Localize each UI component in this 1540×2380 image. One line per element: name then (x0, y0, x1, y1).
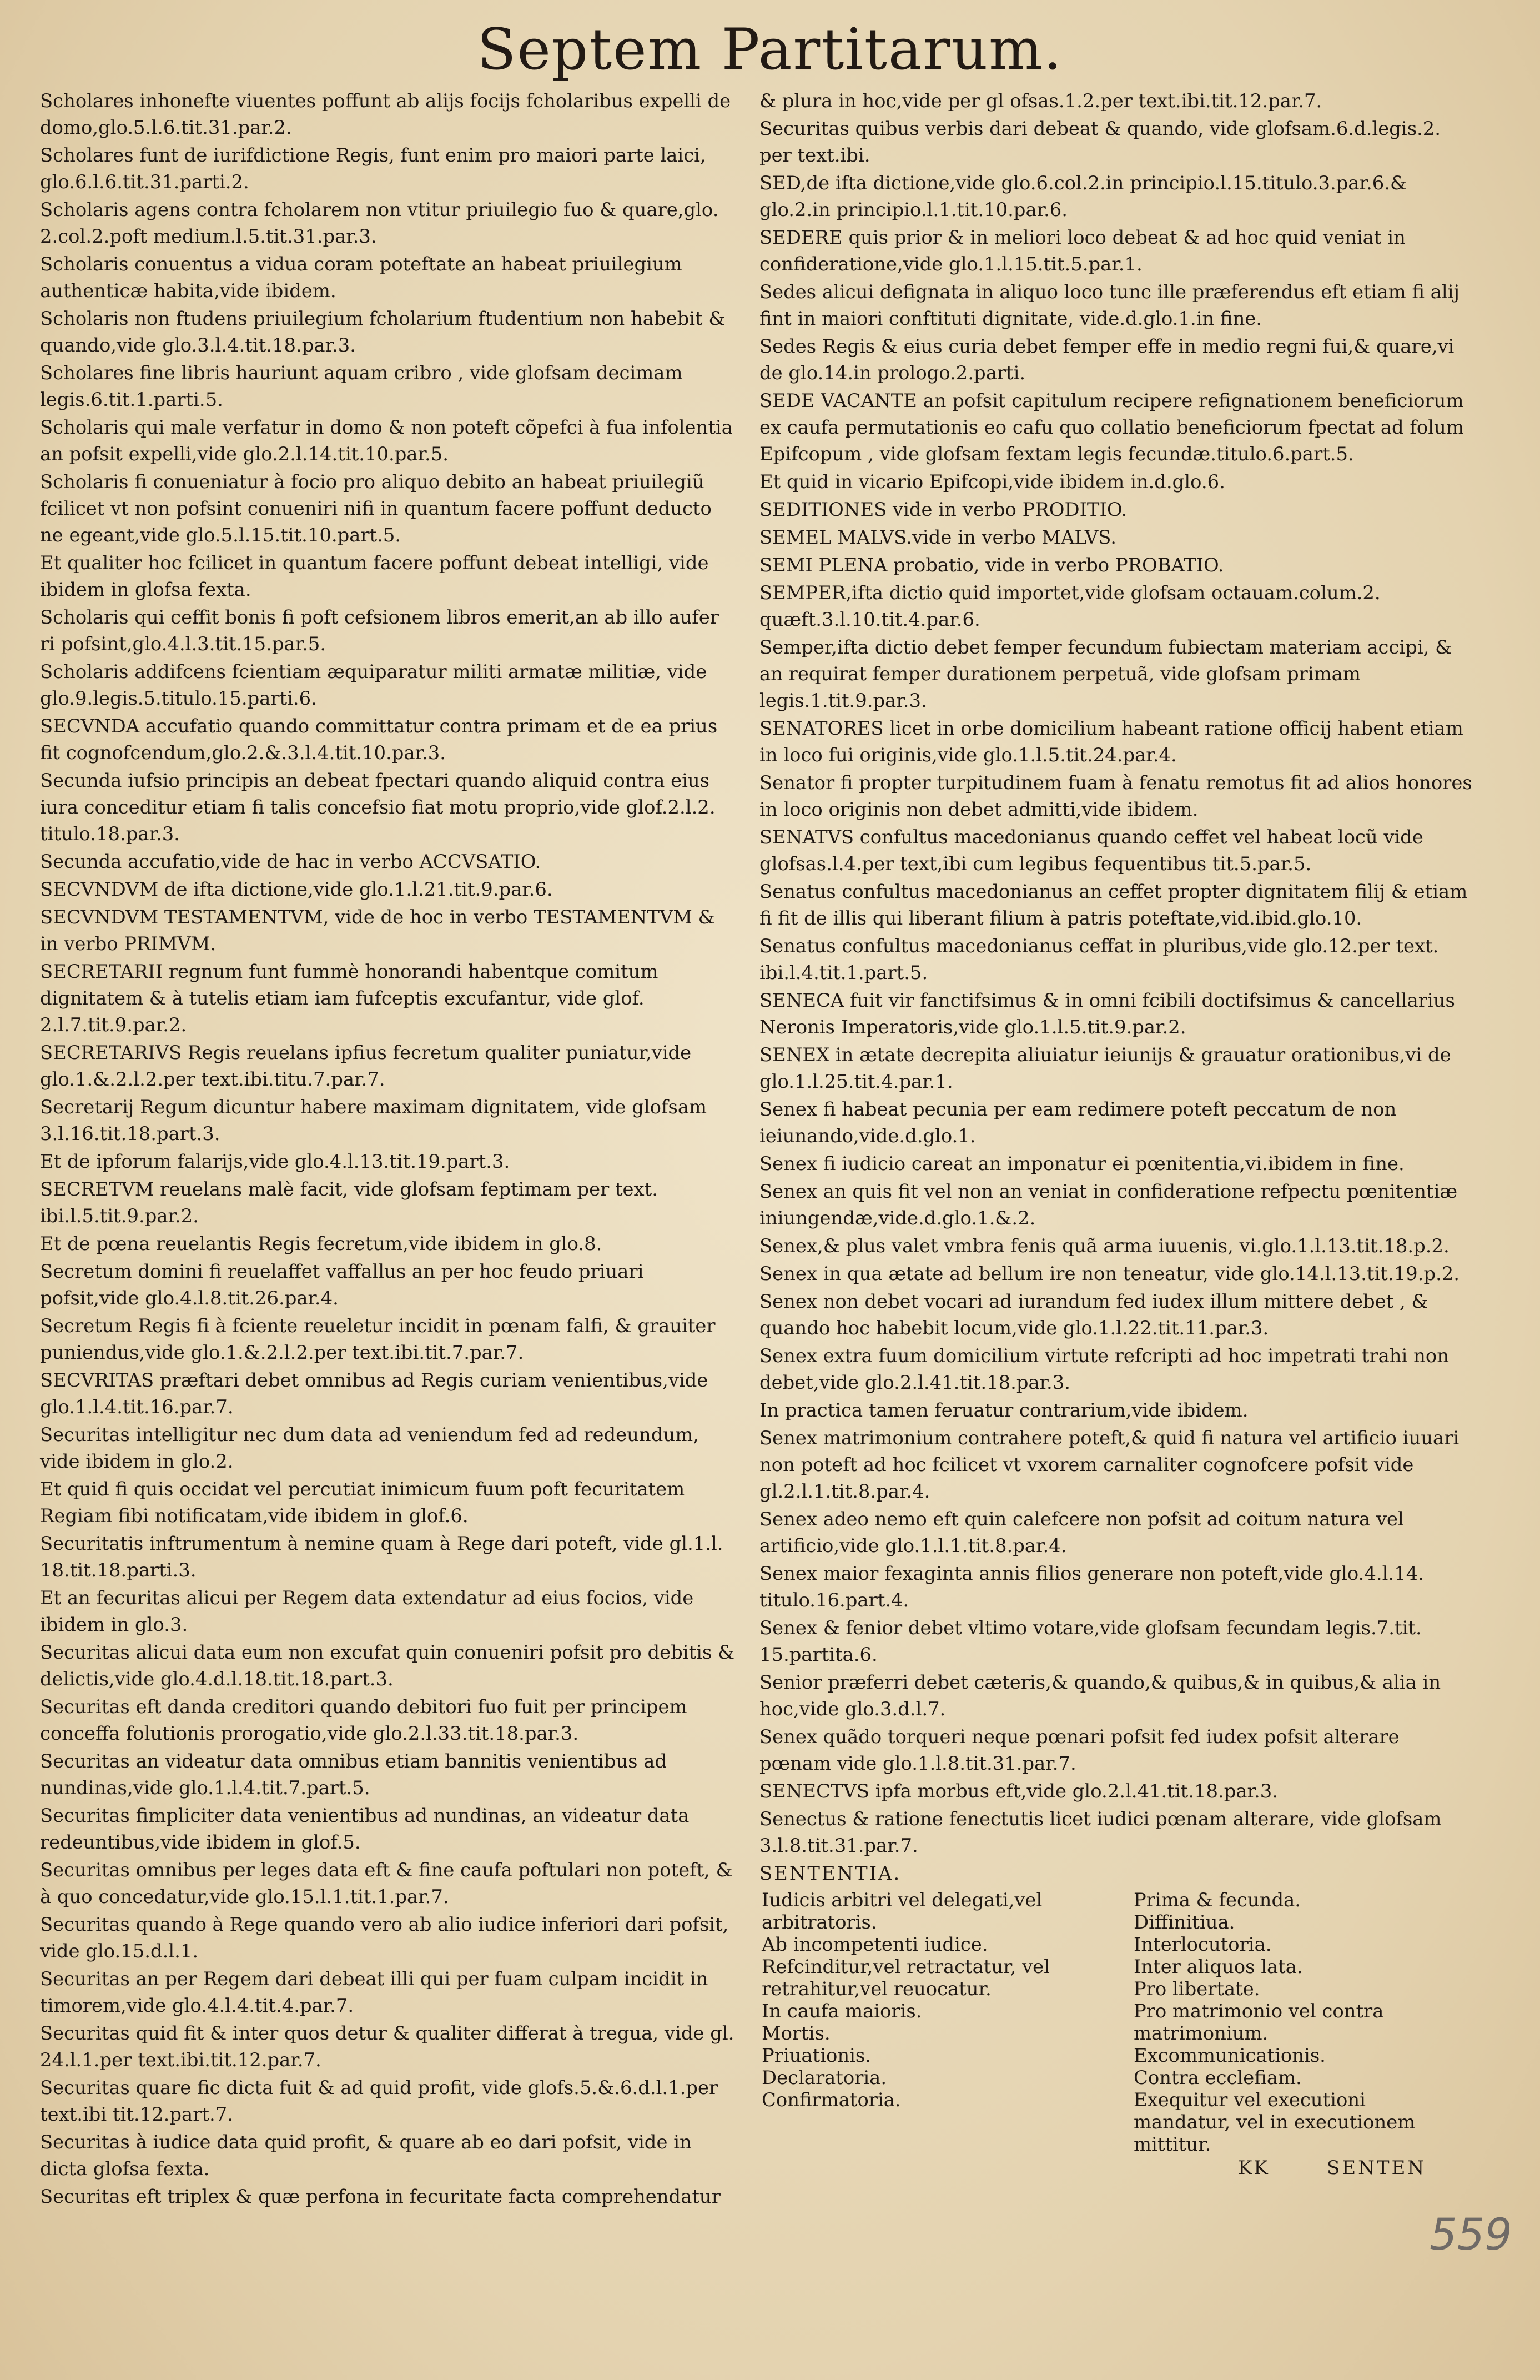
index-entry: Sedes Regis & eius curia debet femper effe in medio regni fui,& quare,vi de glo.14.in prologo.2.parti. (759, 335, 1455, 384)
index-entry: Senex fi iudicio careat an imponatur ei pœnitentia,vi.ibidem in fine. (759, 1153, 1405, 1174)
index-entry: Securitas quid fit & inter quos detur & qualiter differat à tregua, vide gl. 24.l.1.per text.ibi.tit.12.par.7. (40, 2022, 734, 2071)
index-entry: Securitas quare fic dicta fuit & ad quid profit, vide glofs.5.&.6.d.l.1.per text.ibi tit.12.part.7. (40, 2077, 718, 2125)
index-entry: Semper,ifta dictio debet femper fecundum fubiectam materiam accipi, & an requirat femper durationem perpetuã, vide glofsam primam legis.1.tit.9.par.3. (759, 636, 1452, 711)
index-entry: SECVNDVM TESTAMENTVM, vide de hoc in verbo TESTAMENTVM & in verbo PRIMVM. (40, 906, 715, 955)
catchword: SENTEN (1327, 2157, 1427, 2179)
sententia-item: Ab incompetenti iudice. (762, 1934, 988, 1955)
index-entry: Securitas fimpliciter data venientibus ad nundinas, an videatur data redeuntibus,vide ibidem in glof.5. (40, 1805, 690, 1853)
right-column-entries (759, 88, 1476, 1859)
left-column (40, 88, 737, 2211)
sententia-left-list (759, 1889, 1115, 2156)
sententia-item: mandatur, vel in executionem (1134, 2111, 1416, 2133)
index-entry: SENEX in ætate decrepita aliuiatur ieiunijs & grauatur orationibus,vi de glo.1.l.25.tit.4.par.1. (759, 1044, 1451, 1092)
index-entry: SEMEL MALVS.vide in verbo MALVS. (759, 526, 1116, 548)
sententia-table (759, 1889, 1476, 2156)
sententia-item: mittitur. (1134, 2133, 1211, 2155)
index-entry: Secretarij Regum dicuntur habere maximam dignitatem, vide glofsam 3.l.16.tit.18.part.3. (40, 1096, 707, 1144)
sententia-item: Iudicis arbitri vel delegati,vel (762, 1889, 1043, 1911)
sententia-item: Inter aliquos lata. (1134, 1956, 1303, 1977)
index-entry: Sedes alicui defignata in aliquo loco tunc ille præferendus eft etiam fi alij fint in maiori conftituti dignitate, vide.d.glo.1.in fine. (759, 281, 1460, 329)
index-entry: SENECA fuit vir fanctifsimus & in omni fcibili doctifsimus & cancellarius Neronis Imperatoris,vide glo.1.l.5.tit.9.par.2. (759, 990, 1455, 1038)
sententia-item: Pro libertate. (1134, 1978, 1260, 2000)
index-entry: Senator fi propter turpitudinem fuam à fenatu remotus fit ad alios honores in loco originis non debet admitti,vide ibidem. (759, 772, 1472, 820)
running-title: Septem Partitarum. (477, 17, 1063, 83)
index-entry: Senatus confultus macedonianus an ceffet propter dignitatem filij & etiam fi fit de illis qui liberant filium à patris poteftate,vid.ibid.glo.10. (759, 881, 1468, 929)
index-entry: SEDERE quis prior & in meliori loco debeat & ad hoc quid veniat in confideratione,vide glo.1.l.15.tit.5.par.1. (759, 227, 1406, 275)
index-entry: Scholaris qui male verfatur in domo & non poteft cõpefci à fua infolentia an pofsit expelli,vide glo.2.l.14.tit.10.par.5. (40, 416, 733, 465)
index-entry: SENECTVS ipfa morbus eft,vide glo.2.l.41.tit.18.par.3. (759, 1780, 1278, 1802)
sententia-item: arbitratoris. (762, 1911, 877, 1933)
page-number: 559 (1430, 2210, 1512, 2260)
sententia-item: Mortis. (762, 2022, 831, 2044)
index-entry: Securitas an videatur data omnibus etiam bannitis venientibus ad nundinas,vide glo.1.l.4.tit.7.part.5. (40, 1750, 667, 1799)
sententia-item: Excommunicationis. (1134, 2045, 1326, 2066)
index-entry: Scholaris conuentus a vidua coram poteftate an habeat priuilegium authenticæ habita,vide ibidem. (40, 253, 682, 302)
sententia-item: matrimonium. (1134, 2022, 1269, 2044)
index-entry: Securitas omnibus per leges data eft & fine caufa poftulari non poteft, & à quo concedatur,vide glo.15.l.1.tit.1.par.7. (40, 1859, 733, 1907)
index-entry: Senex fi habeat pecunia per eam redimere poteft peccatum de non ieiunando,vide.d.glo.1. (759, 1098, 1397, 1147)
index-entry: Senex non debet vocari ad iurandum fed iudex illum mittere debet , & quando hoc habebit locum,vide glo.1.l.22.tit.11.par.3. (759, 1291, 1428, 1339)
index-entry: Senex & fenior debet vltimo votare,vide glofsam fecundam legis.7.tit. 15.partita.6. (759, 1617, 1422, 1665)
index-entry: Securitatis inftrumentum à nemine quam à Rege dari poteft, vide gl.1.l. 18.tit.18.parti.3. (40, 1533, 723, 1581)
sententia-item: Exequitur vel executioni (1134, 2089, 1366, 2111)
index-entry: SEMI PLENA probatio, vide in verbo PROBATIO. (759, 554, 1224, 576)
index-entry: Senatus confultus macedonianus ceffat in pluribus,vide glo.12.per text. ibi.l.4.tit.1.part.5. (759, 935, 1439, 983)
index-entry: Senex extra fuum domicilium virtute refcripti ad hoc impetrati trahi non debet,vide glo.2.l.41.tit.18.par.3. (759, 1345, 1449, 1393)
index-entry: SED,de ifta dictione,vide glo.6.col.2.in principio.l.15.titulo.3.par.6.& glo.2.in principio.l.1.tit.10.par.6. (759, 172, 1407, 220)
index-entry: Secunda accufatio,vide de hac in verbo ACCVSATIO. (40, 851, 541, 872)
index-entry: SEDE VACANTE an pofsit capitulum recipere refignationem beneficiorum ex caufa permutationis eo cafu quo collatio beneficiorum fpectat ad folum Epifcopum , vide glofsam fextam legis fecundæ.titulo.6.part.5. (759, 390, 1464, 465)
index-entry: SENATVS confultus macedonianus quando ceffet vel habeat locũ vide glofsas.l.4.per text,ibi cum legibus fequentibus tit.5.par.5. (759, 826, 1423, 875)
sententia-item: Prima & fecunda. (1134, 1889, 1301, 1911)
index-entry: Scholaris fi conueniatur à focio pro aliquo debito an habeat priuilegiũ fcilicet vt non pofsint conueniri nifi in quantum facere poffunt deducto ne egeant,vide glo.5.l.15.tit.10.part.5. (40, 471, 712, 546)
index-entry: Securitas an per Regem dari debeat illi qui per fuam culpam incidit in timorem,vide glo.4.l.4.tit.4.par.7. (40, 1968, 708, 2016)
sententia-item: Declaratoria. (762, 2067, 887, 2088)
index-entry: Securitas quando à Rege quando vero ab alio iudice inferiori dari pofsit, vide glo.15.d.l.1. (40, 1914, 729, 1962)
index-entry: SENATORES licet in orbe domicilium habeant ratione officij habent etiam in loco fui originis,vide glo.1.l.5.tit.24.par.4. (759, 717, 1463, 766)
sententia-item: Contra ecclefiam. (1134, 2067, 1302, 2088)
index-entry: SECVNDA accufatio quando committatur contra primam et de ea prius fit cognofcendum,glo.2.&.3.l.4.tit.10.par.3. (40, 715, 718, 764)
index-entry: Senex adeo nemo eft quin calefcere non pofsit ad coitum natura vel artificio,vide glo.1.l.1.tit.8.par.4. (759, 1508, 1404, 1556)
index-entry: Scholares inhonefte viuentes poffunt ab alijs focijs fcholaribus expelli de domo,glo.5.l.6.tit.31.par.2. (40, 90, 731, 138)
sententia-item: In caufa maioris. (762, 2000, 922, 2022)
sententia-item: Confirmatoria. (762, 2089, 901, 2111)
sententia-right-list (1131, 1889, 1464, 2156)
index-entry: Securitas eft triplex & quæ perfona in fecuritate facta comprehendatur (40, 2186, 721, 2207)
sententia-heading: SENTENTIA. (759, 1862, 902, 1884)
index-entry: Scholaris qui ceffit bonis fi poft cefsionem libros emerit,an ab illo aufer ri pofsint,glo.4.l.3.tit.15.par.5. (40, 606, 719, 655)
index-entry: Securitas intelligitur nec dum data ad veniendum fed ad redeundum, vide ibidem in glo.2. (40, 1424, 699, 1472)
sententia-item: Refcinditur,vel retractatur, vel (762, 1956, 1050, 1977)
index-entry: Scholaris addifcens fcientiam æquiparatur militi armatæ militiæ, vide glo.9.legis.5.titulo.15.parti.6. (40, 661, 707, 709)
index-entry: Senex quãdo torqueri neque pœnari pofsit fed iudex pofsit alterare pœnam vide glo.1.l.8.tit.31.par.7. (759, 1726, 1400, 1774)
index-entry: Et an fecuritas alicui per Regem data extendatur ad eius focios, vide ibidem in glo.3. (40, 1587, 694, 1635)
index-entry: Et de ipforum falarijs,vide glo.4.l.13.tit.19.part.3. (40, 1151, 510, 1172)
index-entry: Et quid in vicario Epifcopi,vide ibidem in.d.glo.6. (759, 471, 1225, 493)
index-entry: Secretum Regis fi à fciente reueletur incidit in pœnam falfi, & grauiter puniendus,vide glo.1.&.2.l.2.per text.ibi.tit.7.par.7. (40, 1315, 716, 1363)
sententia-item: Diffinitiua. (1134, 1911, 1235, 1933)
index-entry: Scholares fine libris hauriunt aquam cribro , vide glofsam decimam legis.6.tit.1.parti.5. (40, 362, 683, 410)
sententia-item: retrahitur,vel reuocatur. (762, 1978, 992, 2000)
index-entry: Senex maior fexaginta annis filios generare non poteft,vide glo.4.l.14. titulo.16.part.4. (759, 1563, 1424, 1611)
index-entry: Securitas quibus verbis dari debeat & quando, vide glofsam.6.d.legis.2. per text.ibi. (759, 118, 1441, 166)
index-entry: & plura in hoc,vide per gl ofsas.1.2.per text.ibi.tit.12.par.7. (759, 90, 1322, 112)
index-entry: Scholares funt de iurifdictione Regis, funt enim pro maiori parte laici, glo.6.l.6.tit.31.parti.2. (40, 144, 706, 193)
sententia-item: Pro matrimonio vel contra (1134, 2000, 1384, 2022)
index-entry: Et de pœna reuelantis Regis fecretum,vide ibidem in glo.8. (40, 1233, 602, 1254)
index-entry: Scholaris agens contra fcholarem non vtitur priuilegio fuo & quare,glo. 2.col.2.poft medium.l.5.tit.31.par.3. (40, 199, 719, 247)
index-entry: Secunda iufsio principis an debeat fpectari quando aliquid contra eius iura conceditur etiam fi talis concefsio fiat motu proprio,vide glof.2.l.2. titulo.18.par.3. (40, 770, 716, 845)
index-entry: Senectus & ratione fenectutis licet iudici pœnam alterare, vide glofsam 3.l.8.tit.31.par.7. (759, 1808, 1442, 1856)
sententia-item: Priuationis. (762, 2045, 872, 2066)
index-entry: Senex matrimonium contrahere poteft,& quid fi natura vel artificio iuuari non poteft ad hoc fcilicet vt vxorem carnaliter cognofcere pofsit vide gl.2.l.1.tit.8.par.4. (759, 1427, 1460, 1502)
index-entry: Senex,& plus valet vmbra fenis quã arma iuuenis, vi.glo.1.l.13.tit.18.p.2. (759, 1235, 1450, 1257)
index-entry: Securitas alicui data eum non excufat quin conueniri pofsit pro debitis & delictis,vide glo.4.d.l.18.tit.18.part.3. (40, 1641, 735, 1690)
index-entry: Senex an quis fit vel non an veniat in confideratione refpectu pœnitentiæ iniungendæ,vide.d.glo.1.&.2. (759, 1181, 1458, 1229)
index-entry: Et quid fi quis occidat vel percutiat inimicum fuum poft fecuritatem Regiam fibi notificatam,vide ibidem in glof.6. (40, 1478, 685, 1527)
right-column (759, 88, 1476, 2156)
index-entry: SECVRITAS præftari debet omnibus ad Regis curiam venientibus,vide glo.1.l.4.tit.16.par.7. (40, 1369, 708, 1418)
sententia-item: Interlocutoria. (1134, 1934, 1272, 1955)
index-entry: SECRETARIVS Regis reuelans ipfius fecretum qualiter puniatur,vide glo.1.&.2.l.2.per text.ibi.titu.7.par.7. (40, 1042, 692, 1090)
index-entry: Senex in qua ætate ad bellum ire non teneatur, vide glo.14.l.13.tit.19.p.2. (759, 1263, 1460, 1284)
index-entry: Scholaris non ftudens priuilegium fcholarium ftudentium non habebit & quando,vide glo.3.l.4.tit.18.par.3. (40, 308, 726, 356)
index-entry: Securitas à iudice data quid profit, & quare ab eo dari pofsit, vide in dicta glofsa fexta. (40, 2131, 692, 2180)
index-entry: Securitas eft danda creditori quando debitori fuo fuit per principem conceffa folutionis prorogatio,vide glo.2.l.33.tit.18.par.3. (40, 1696, 687, 1744)
index-entry: Et qualiter hoc fcilicet in quantum facere poffunt debeat intelligi, vide ibidem in glofsa fexta. (40, 552, 709, 600)
signature-mark: KK (1238, 2157, 1270, 2179)
index-entry: SECVNDVM de ifta dictione,vide glo.1.l.21.tit.9.par.6. (40, 878, 553, 900)
index-entry: SEDITIONES vide in verbo PRODITIO. (759, 499, 1128, 520)
index-entry: SEMPER,ifta dictio quid importet,vide glofsam octauam.colum.2. quæft.3.l.10.tit.4.par.6. (759, 582, 1381, 630)
index-entry: In practica tamen feruatur contrarium,vide ibidem. (759, 1399, 1249, 1421)
index-entry: SECRETVM reuelans malè facit, vide glofsam feptimam per text. ibi.l.5.tit.9.par.2. (40, 1178, 658, 1227)
index-entry: SECRETARII regnum funt fummè honorandi habentque comitum dignitatem & à tutelis etiam iam fufceptis excufantur, vide glof. 2.l.7.tit.9.par.2. (40, 961, 658, 1036)
index-entry: Senior præferri debet cæteris,& quando,& quibus,& in quibus,& alia in hoc,vide glo.3.d.l.7. (759, 1671, 1441, 1720)
index-entry: Secretum domini fi reuelaffet vaffallus an per hoc feudo priuari pofsit,vide glo.4.l.8.tit.26.par.4. (40, 1261, 644, 1309)
